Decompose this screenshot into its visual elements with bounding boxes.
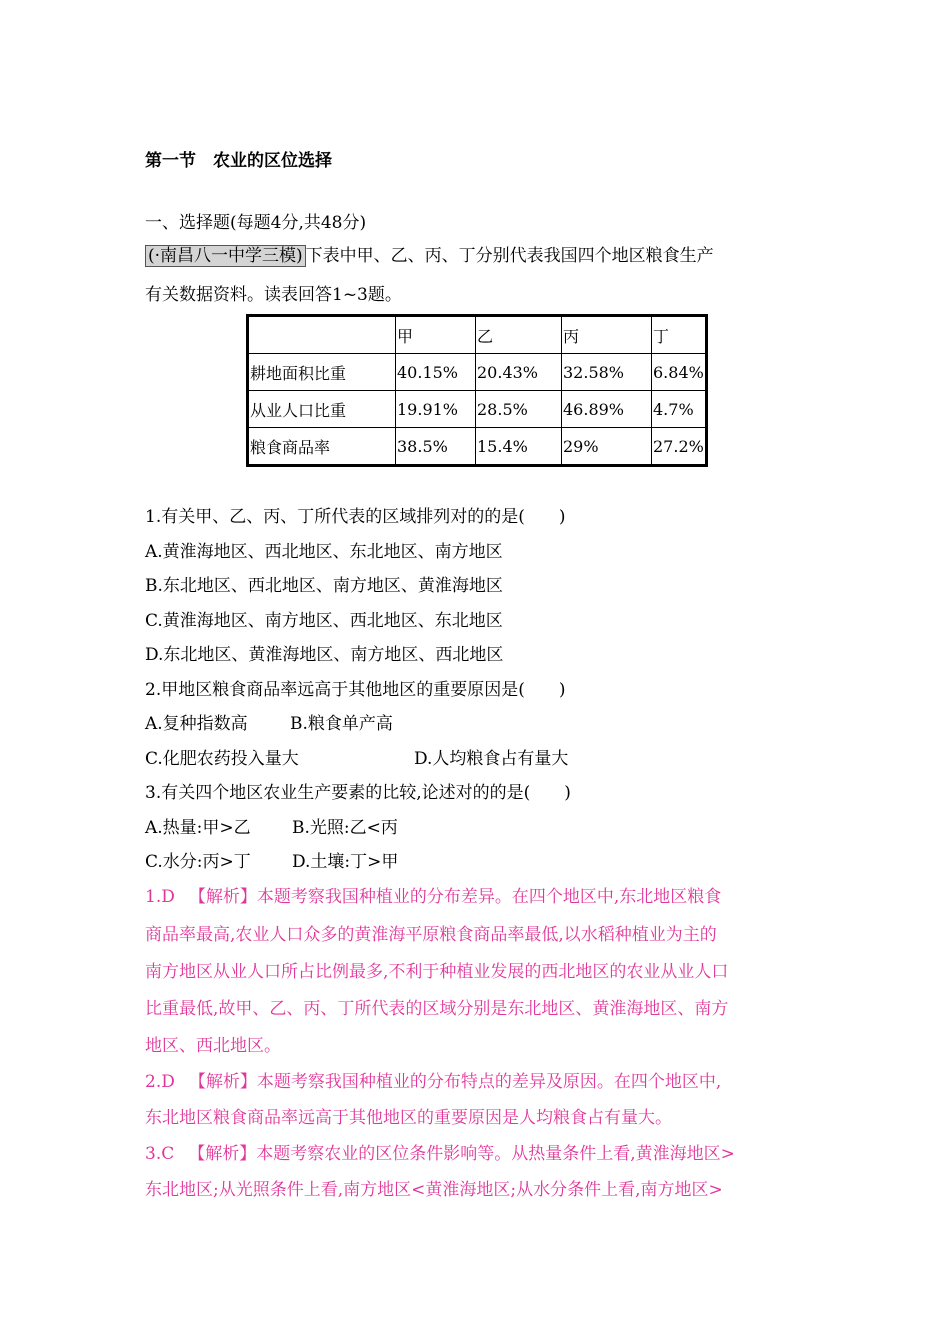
answer-1-label: 1.D [145, 887, 175, 907]
table-cell: 6.84% [652, 354, 707, 391]
question-3-option-b: B.光照:乙<丙 [292, 818, 398, 838]
table-header-cell: 乙 [476, 316, 562, 354]
analysis-tag: 【解析】 [188, 887, 257, 907]
question-2-option-c: C.化肥农药投入量大 [145, 749, 299, 769]
question-2-stem: 2.甲地区粮食商品率远高于其他地区的重要原因是( ) [145, 680, 566, 700]
answer-1-line-4: 比重最低,故甲、乙、丙、丁所代表的区域分别是东北地区、黄淮海地区、南方 [145, 999, 729, 1019]
question-2-option-a: A.复种指数高 [145, 714, 248, 734]
table-cell: 4.7% [652, 391, 707, 428]
table-cell: 从业人口比重 [248, 391, 396, 428]
question-1-option-a: A.黄淮海地区、西北地区、东北地区、南方地区 [145, 542, 503, 562]
table-header-cell: 丁 [652, 316, 707, 354]
table-cell: 40.15% [396, 354, 476, 391]
table-cell: 粮食商品率 [248, 428, 396, 466]
answer-3-label: 3.C [145, 1144, 175, 1164]
answer-3-line-1 [145, 1143, 735, 1165]
table-cell: 27.2% [652, 428, 707, 466]
answer-2-label: 2.D [145, 1072, 175, 1092]
table-row [248, 428, 707, 466]
question-3-option-c: C.水分:丙>丁 [145, 852, 251, 872]
question-2-option-d: D.人均粮食占有量大 [414, 749, 569, 769]
question-1-option-c: C.黄淮海地区、南方地区、西北地区、东北地区 [145, 611, 503, 631]
table-cell: 32.58% [562, 354, 652, 391]
table-cell: 耕地面积比重 [248, 354, 396, 391]
answer-2-line-2: 东北地区粮食商品率远高于其他地区的重要原因是人均粮食占有量大。 [145, 1108, 672, 1128]
table-row [248, 354, 707, 391]
question-3-option-d: D.土壤:丁>甲 [292, 852, 399, 872]
intro-text-1: 下表中甲、乙、丙、丁分别代表我国四个地区粮食生产 [305, 246, 714, 266]
answer-3-text: 本题考察农业的区位条件影响等。从热量条件上看,黄淮海地区> [256, 1144, 735, 1164]
answer-1-line-5: 地区、西北地区。 [145, 1036, 281, 1056]
analysis-tag: 【解析】 [188, 1144, 257, 1164]
answer-2-line-1 [145, 1071, 721, 1093]
table-cell: 15.4% [476, 428, 562, 466]
question-1-option-b: B.东北地区、西北地区、南方地区、黄淮海地区 [145, 576, 503, 596]
table-cell: 29% [562, 428, 652, 466]
intro-line-2: 有关数据资料。读表回答1~3题。 [145, 285, 402, 305]
table-cell: 28.5% [476, 391, 562, 428]
table-header-cell: 甲 [396, 316, 476, 354]
answer-1-line-1 [145, 886, 721, 908]
answer-1-text: 本题考察我国种植业的分布差异。在四个地区中,东北地区粮食 [256, 887, 722, 907]
analysis-tag: 【解析】 [188, 1072, 257, 1092]
answer-3-line-2: 东北地区;从光照条件上看,南方地区<黄淮海地区;从水分条件上看,南方地区> [145, 1180, 723, 1200]
table-header-row [248, 316, 707, 354]
table-header-cell: 丙 [562, 316, 652, 354]
answer-1-line-2: 商品率最高,农业人口众多的黄淮海平原粮食商品率最低,以水稻种植业为主的 [145, 925, 717, 945]
page-title: 第一节 农业的区位选择 [145, 151, 332, 171]
answer-2-text: 本题考察我国种植业的分布特点的差异及原因。在四个地区中, [256, 1072, 722, 1092]
section-heading: 一、选择题(每题4分,共48分) [145, 213, 367, 233]
data-table [246, 314, 708, 467]
table-cell: 46.89% [562, 391, 652, 428]
table-row [248, 391, 707, 428]
source-tag: (·南昌八一中学三模) [145, 245, 306, 267]
question-1-option-d: D.东北地区、黄淮海地区、南方地区、西北地区 [145, 645, 504, 665]
question-3-stem: 3.有关四个地区农业生产要素的比较,论述对的的是( ) [145, 783, 571, 803]
table-cell: 19.91% [396, 391, 476, 428]
question-2-option-b: B.粮食单产高 [290, 714, 393, 734]
intro-line-1 [145, 245, 714, 267]
table-header-cell [248, 316, 396, 354]
question-3-option-a: A.热量:甲>乙 [145, 818, 251, 838]
answer-1-line-3: 南方地区从业人口所占比例最多,不利于种植业发展的西北地区的农业从业人口 [145, 962, 729, 982]
table-cell: 38.5% [396, 428, 476, 466]
question-1-stem: 1.有关甲、乙、丙、丁所代表的区域排列对的的是( ) [145, 507, 566, 527]
table-cell: 20.43% [476, 354, 562, 391]
